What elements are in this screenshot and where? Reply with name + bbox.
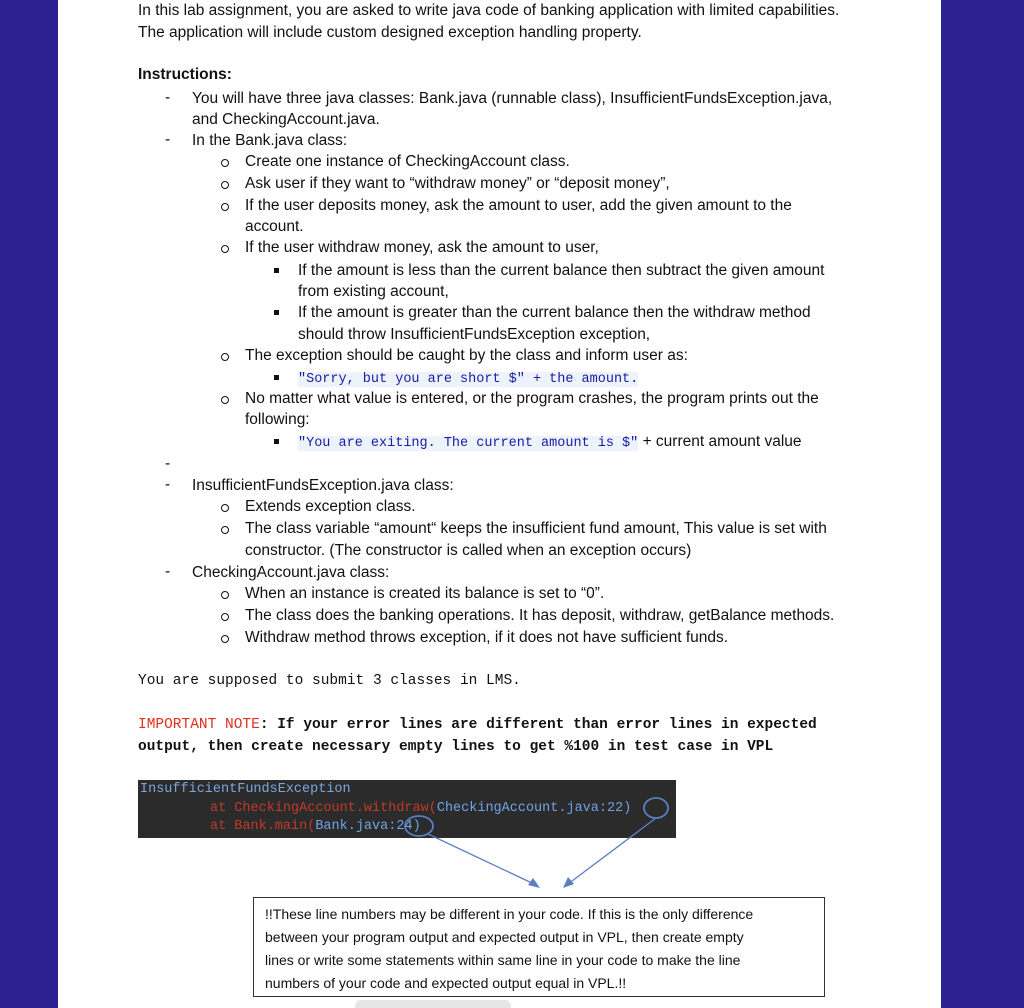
exception-step-2-line-2: constructor. (The constructor is called when an exception occurs) <box>245 542 692 559</box>
console-line-2-end: ) <box>623 801 632 816</box>
dash-bullet: - <box>165 563 171 580</box>
bullet-1-line-1: You will have three java classes: Bank.java (runnable class), InsufficientFundsException.java, <box>192 90 833 107</box>
note-line-1: !!These line numbers may be different in your code. If this is the only difference <box>265 906 754 922</box>
exit-code-text: "You are exiting. The current amount is $" <box>298 436 639 451</box>
withdraw-less-line-1: If the amount is less than the current balance then subtract the given amount <box>298 262 825 279</box>
account-step-1: When an instance is created its balance is set to “0”. <box>245 585 605 602</box>
arrow-line-left <box>428 834 534 884</box>
console-line-3-file: Bank.java <box>315 819 389 834</box>
line-number-note <box>253 897 825 997</box>
scroll-tab <box>355 1000 511 1008</box>
bank-step-6-line-2: following: <box>245 411 310 428</box>
arrow-head-right <box>563 877 574 888</box>
bank-step-6-line-1: No matter what value is entered, or the program crashes, the program prints out the <box>245 390 819 407</box>
arrow-head-left <box>528 878 540 888</box>
intro-line-2: The application will include custom designed exception handling property. <box>138 24 642 41</box>
console-line-2-file: CheckingAccount.java <box>436 801 599 816</box>
bullet-3: InsufficientFundsException.java class: <box>192 477 454 494</box>
bank-step-1: Create one instance of CheckingAccount class. <box>245 153 570 170</box>
console-line-1: InsufficientFundsException <box>140 782 351 797</box>
bullet-2: In the Bank.java class: <box>192 132 348 149</box>
note-line-2: between your program output and expected output in VPL, then create empty <box>265 929 744 945</box>
bullet-1-line-2: and CheckingAccount.java. <box>192 111 380 128</box>
dash-bullet: - <box>165 89 171 106</box>
note-line-4: numbers of your code and expected output equal in VPL.!! <box>265 975 627 991</box>
console-line-2-sep: : <box>598 801 607 816</box>
account-step-3: Withdraw method throws exception, if it does not have sufficient funds. <box>245 629 729 646</box>
sorry-code-text: "Sorry, but you are short $" + the amount. <box>298 372 639 387</box>
exit-message-rest: + current amount value <box>638 433 802 450</box>
exception-step-1: Extends exception class. <box>245 498 416 515</box>
submit-line: You are supposed to submit 3 classes in LMS. <box>138 673 521 689</box>
exception-step-2-line-1: The class variable “amount“ keeps the insufficient fund amount, This value is set with <box>245 520 827 537</box>
line-22-circle <box>644 798 668 818</box>
instructions-heading: Instructions: <box>138 66 232 83</box>
account-step-2: The class does the banking operations. It has deposit, withdraw, getBalance methods. <box>245 607 835 624</box>
document-page <box>58 0 941 1008</box>
bank-step-5: The exception should be caught by the class and inform user as: <box>245 347 688 364</box>
console-line-3-sep: : <box>388 819 397 834</box>
bank-step-3-line-2: account. <box>245 218 304 235</box>
console-line-3-end: ) <box>412 819 421 834</box>
bank-step-4: If the user withdraw money, ask the amount to user, <box>245 239 599 256</box>
important-colon: : <box>259 717 269 733</box>
bank-step-2: Ask user if they want to “withdraw money” or “deposit money”, <box>245 175 670 192</box>
console-line-2-num: 22 <box>606 801 624 816</box>
intro-line-1: In this lab assignment, you are asked to write java code of banking application with limited capabilities. <box>138 2 840 19</box>
dash-bullet: - <box>165 476 171 493</box>
arrow-line-right <box>568 818 656 884</box>
dash-bullet: - <box>165 455 171 472</box>
important-line-1-rest: If your error lines are different than error lines in expected <box>268 717 817 733</box>
important-note-line-2: output, then create necessary empty lines to get %100 in test case in VPL <box>138 739 774 755</box>
console-line-2-prefix: at CheckingAccount.withdraw( <box>210 801 437 816</box>
line-24-circle <box>405 816 433 836</box>
important-label: IMPORTANT NOTE <box>138 717 260 733</box>
bank-step-3-line-1: If the user deposits money, ask the amount to user, add the given amount to the <box>245 197 792 214</box>
withdraw-less-line-2: from existing account, <box>298 283 449 300</box>
withdraw-greater-line-2: should throw InsufficientFundsException exception, <box>298 326 651 343</box>
annotation-arrows <box>58 0 941 1008</box>
bullet-4: CheckingAccount.java class: <box>192 564 390 581</box>
note-line-3: lines or write some statements within same line in your code to make the line <box>265 952 741 968</box>
withdraw-greater-line-1: If the amount is greater than the current balance then the withdraw method <box>298 304 811 321</box>
dash-bullet: - <box>165 131 171 148</box>
console-line-3-prefix: at Bank.main( <box>210 819 316 834</box>
console-line-3-num: 24 <box>396 819 413 834</box>
